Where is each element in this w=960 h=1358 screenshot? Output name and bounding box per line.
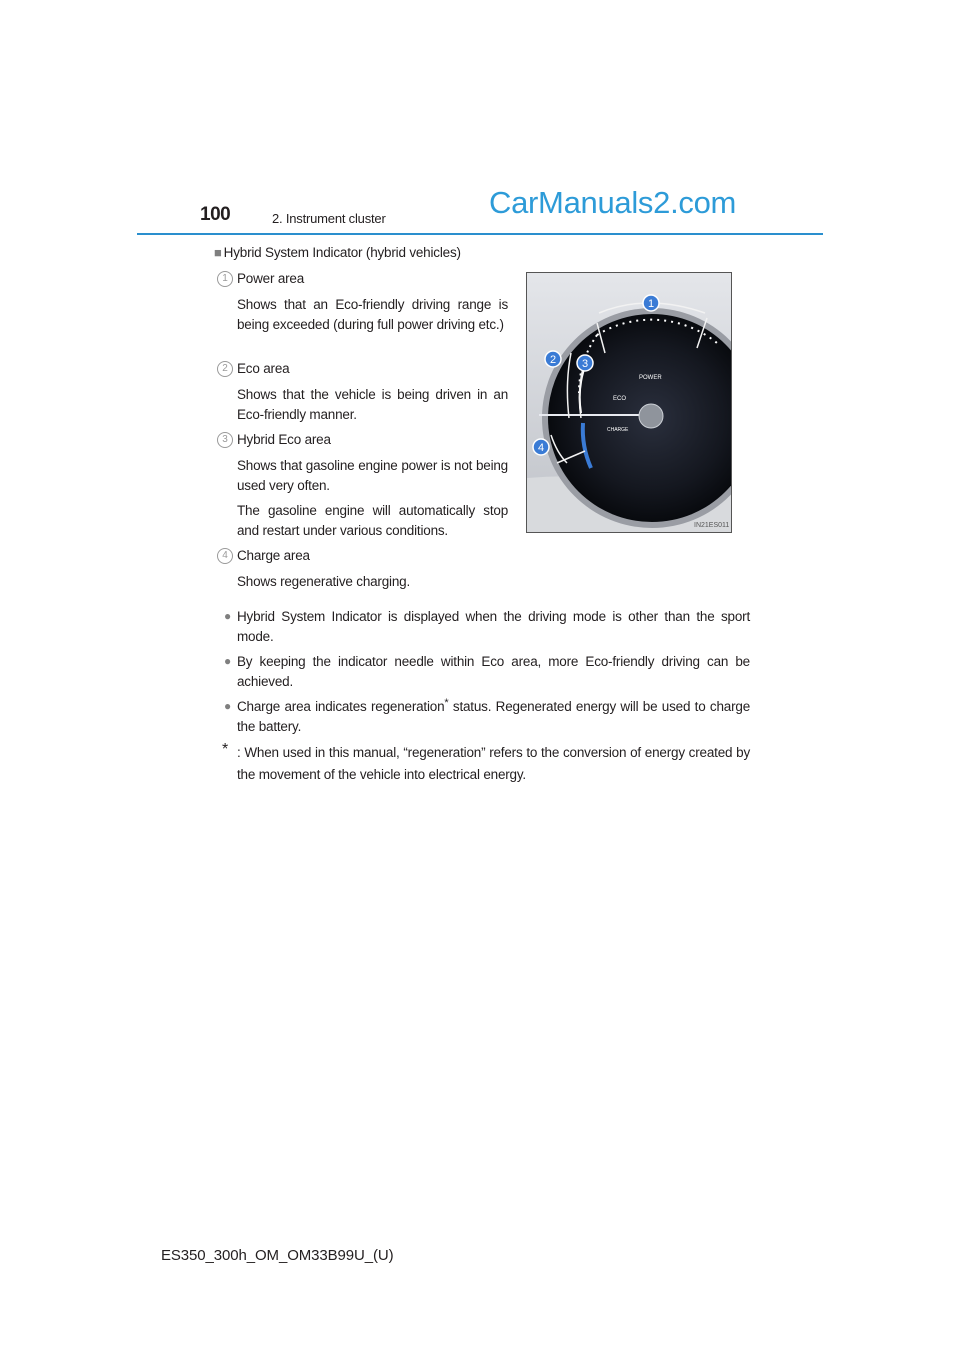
callout-number-2: 2 xyxy=(217,361,233,377)
item-description-power: Shows that an Eco-friendly driving range is being exceeded (during full power driving etc.) xyxy=(237,297,508,332)
bullet-text-1: Hybrid System Indicator is displayed when the driving mode is other than the sport mode. xyxy=(237,609,750,644)
bullet-note-2 xyxy=(224,652,750,691)
watermark: CarManuals2.com xyxy=(489,185,737,220)
footnote-star: * xyxy=(444,697,449,709)
section-title: 2. Instrument cluster xyxy=(272,211,386,226)
heading-text: Hybrid System Indicator (hybrid vehicles) xyxy=(223,245,461,260)
footnote-text: : When used in this manual, “regeneration” refers to the conversion of energy created by the movement of the vehicle into electrical energy. xyxy=(237,745,750,782)
footnote-mark: * xyxy=(222,741,229,758)
header-rule xyxy=(137,233,823,235)
document-code: ES350_300h_OM_OM33B99U_(U) xyxy=(161,1247,394,1264)
item-description-charge: Shows regenerative charging. xyxy=(237,574,411,589)
square-bullet-icon: ■ xyxy=(214,245,222,260)
item-title-hybrid-eco: Hybrid Eco area xyxy=(237,432,331,447)
bullet-dot-icon: ● xyxy=(224,654,232,668)
page-number: 100 xyxy=(200,204,231,225)
needle-hub xyxy=(639,404,663,428)
label-eco: ECO xyxy=(613,396,627,402)
svg-text:1: 1 xyxy=(647,298,655,310)
bullet-note-3 xyxy=(224,697,750,736)
item-description-hybrid-eco-2: The gasoline engine will automatically stop and restart under various conditions. xyxy=(237,503,508,538)
figure-callout-2 xyxy=(545,351,561,367)
hybrid-indicator-figure xyxy=(526,272,732,533)
item-title-eco: Eco area xyxy=(237,361,290,376)
label-power: POWER xyxy=(639,375,662,381)
figure-callout-1 xyxy=(643,295,659,311)
item-title-charge: Charge area xyxy=(237,548,310,563)
figure-callout-4 xyxy=(533,439,549,455)
svg-text:2: 2 xyxy=(549,354,557,366)
callout-number-3: 3 xyxy=(217,432,233,448)
bullet-dot-icon: ● xyxy=(224,699,232,713)
item-description-eco: Shows that the vehicle is being driven in an Eco-friendly manner. xyxy=(237,387,508,422)
bullet-text-3-pre: Charge area indicates regeneration xyxy=(237,699,445,714)
svg-text:3: 3 xyxy=(581,358,589,370)
item-title-power: Power area xyxy=(237,271,305,286)
bullet-dot-icon: ● xyxy=(224,609,232,623)
subsection-heading xyxy=(214,245,461,260)
figure-code: IN21ES011 xyxy=(694,522,730,529)
bullet-text-2: By keeping the indicator needle within Eco area, more Eco-friendly driving can be achieved. xyxy=(237,654,750,689)
bullet-text-3-post: status. Regenerated energy will be used to charge the battery. xyxy=(237,699,751,734)
item-description-hybrid-eco: Shows that gasoline engine power is not being used very often. xyxy=(237,458,508,493)
bullet-text-3 xyxy=(237,697,750,736)
figure-callout-3 xyxy=(577,355,593,371)
bullet-note-1 xyxy=(224,607,750,646)
gauge-illustration xyxy=(527,273,732,533)
label-charge: CHARGE xyxy=(607,427,629,433)
callout-number-4: 4 xyxy=(217,548,233,564)
footnote xyxy=(222,742,750,786)
svg-text:4: 4 xyxy=(537,442,545,454)
callout-number-1: 1 xyxy=(217,271,233,287)
